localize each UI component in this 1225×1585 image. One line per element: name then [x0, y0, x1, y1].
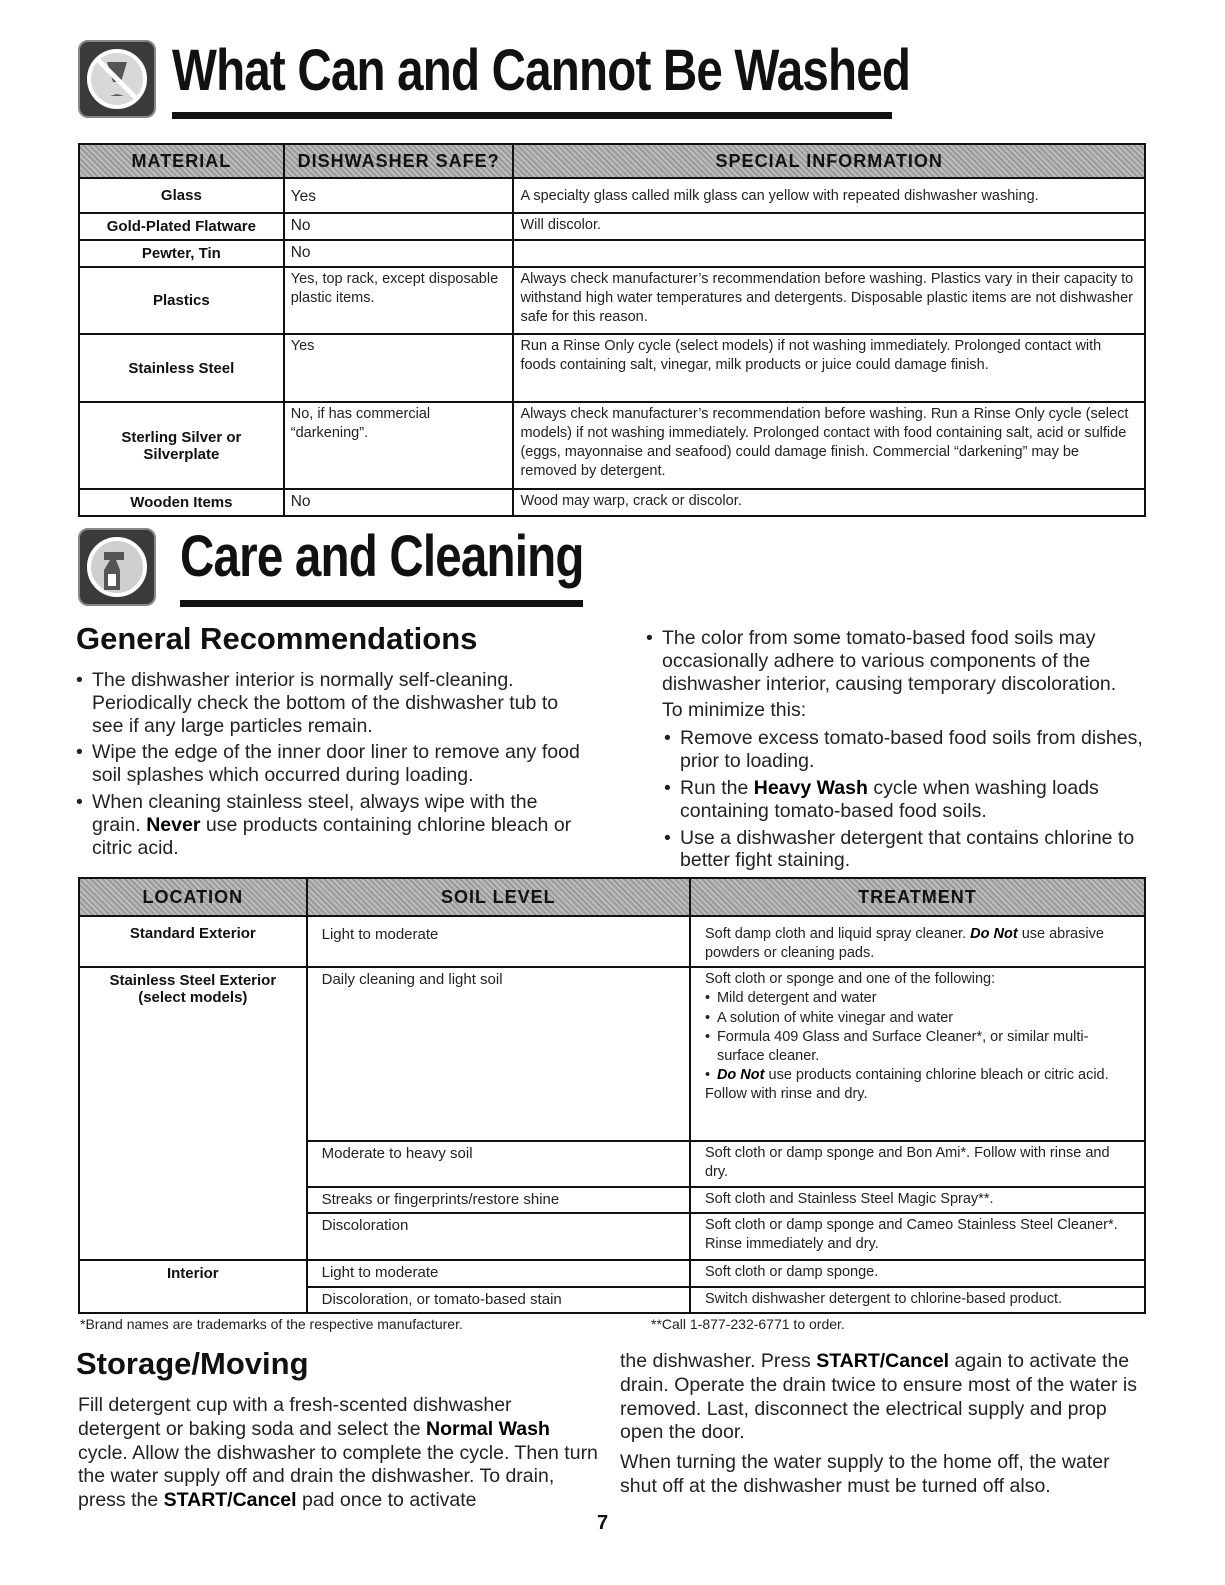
emphasis-normal-wash: Normal Wash	[426, 1417, 550, 1440]
soil-cell: Moderate to heavy soil	[307, 1141, 690, 1186]
safe-cell: No	[284, 240, 514, 267]
emphasis-start-cancel: START/Cancel	[816, 1350, 950, 1372]
spray-bottle-icon	[78, 528, 156, 606]
list-item	[72, 741, 582, 787]
title-rule	[172, 112, 892, 119]
material-cell: Wooden Items	[79, 489, 284, 516]
table-row	[79, 178, 1145, 213]
header-location: LOCATION	[79, 878, 307, 916]
info-cell: Run a Rinse Only cycle (select models) if not washing immediately. Prolonged contact with foods containing salt, vinegar, milk products or juice could damage finish.	[513, 334, 1145, 402]
list-item: • A solution of white vinegar and water	[705, 1009, 1134, 1028]
table-row	[79, 213, 1145, 240]
wash-table	[78, 143, 1146, 517]
table-row	[79, 334, 1145, 402]
list-item-text: Wipe the edge of the inner door liner to remove any food soil splashes which occurred during loading.	[92, 741, 580, 787]
emphasis-never: Never	[146, 813, 201, 836]
list-item-text: cycle when washing loads containing tomato-based food soils.	[680, 776, 1099, 822]
list-item: • Mild detergent and water	[705, 989, 1134, 1008]
treatment-text: Follow with rinse and dry.	[704, 1086, 868, 1102]
treatment-cell: Soft cloth or damp sponge and Bon Ami*. Follow with rinse and dry.	[690, 1141, 1145, 1186]
emphasis-do-not: Do Not	[970, 926, 1018, 942]
emphasis-heavy-wash: Heavy Wash	[753, 776, 868, 799]
footnote-call: **Call 1-877-232-6771 to order.	[651, 1316, 845, 1332]
header-material: MATERIAL	[79, 144, 284, 178]
table-row	[79, 967, 1145, 1141]
list-item-text: When cleaning stainless steel, always wipe with the grain.	[92, 791, 538, 836]
material-cell: Plastics	[79, 267, 284, 334]
list-item: • Remove excess tomato-based food soils from dishes, prior to loading.	[662, 727, 1152, 773]
list-item-text: use products containing chlorine bleach or citric acid.	[92, 813, 572, 859]
treatment-cell	[690, 916, 1145, 967]
table-row	[79, 489, 1145, 516]
safe-cell: No	[284, 489, 514, 516]
general-bullets-left	[72, 669, 582, 864]
general-bullets-right	[642, 627, 1152, 876]
list-item: • Formula 409 Glass and Surface Cleaner*, or similar multi-surface cleaner.	[705, 1028, 1134, 1066]
storage-text: cycle. Allow the dishwasher to complete the cycle. Then turn the water supply off and drain the dishwasher. To drain, press the	[78, 1441, 598, 1512]
safe-cell: Yes, top rack, except disposable plastic items.	[284, 267, 514, 334]
page-title-washed: What Can and Cannot Be Washed	[172, 38, 911, 103]
storage-text: the dishwasher. Press	[620, 1350, 811, 1372]
minimize-label: To minimize this:	[662, 699, 807, 722]
header-safe: DISHWASHER SAFE?	[284, 144, 514, 178]
section-header-washed	[78, 40, 156, 118]
list-item-text: Run the	[680, 776, 749, 799]
info-cell: Always check manufacturer’s recommendation before washing. Run a Rinse Only cycle (select models) if not washing immediately. Prolonged contact with food containing salt, acid or sulfide (eggs, mayonnaise and seafood) could damage finish. Commercial “darkening” may be removed by detergent.	[513, 402, 1145, 489]
heading-general-recommendations: General Recommendations	[76, 621, 478, 656]
footnote-brand: *Brand names are trademarks of the respective manufacturer.	[80, 1316, 463, 1332]
storage-text: Fill detergent cup with a fresh-scented dishwasher detergent or baking soda and select the	[78, 1394, 512, 1440]
safe-cell: No, if has commercial “darkening”.	[284, 402, 514, 489]
list-item	[72, 791, 582, 859]
treatment-cell: Soft cloth and Stainless Steel Magic Spray**.	[690, 1187, 1145, 1214]
list-item	[662, 777, 1152, 823]
treatment-text: use abrasive powders or cleaning pads.	[704, 926, 1104, 962]
list-item-text: The color from some tomato-based food soils may occasionally adhere to various components of the dishwasher interior, causing temporary discoloration.	[662, 627, 1117, 695]
table-row	[79, 1260, 1145, 1287]
location-sublabel: (select models)	[138, 989, 248, 1007]
heading-storage-moving: Storage/Moving	[76, 1346, 309, 1381]
soil-cell: Streaks or fingerprints/restore shine	[307, 1187, 690, 1214]
section-header-care	[78, 528, 156, 606]
info-cell: Always check manufacturer’s recommendation before washing. Plastics vary in their capacity to withstand high water temperatures and detergents. Disposable plastic items are not dishwasher safe for this reason.	[513, 267, 1145, 334]
list-item	[705, 1066, 1134, 1085]
soil-cell: Daily cleaning and light soil	[307, 967, 690, 1141]
table-row	[79, 402, 1145, 489]
location-cell: Interior	[79, 1260, 307, 1313]
list-item: • Use a dishwasher detergent that contains chlorine to better fight staining.	[662, 827, 1152, 873]
location-cell	[79, 967, 307, 1260]
care-table	[78, 877, 1146, 1314]
emphasis-do-not: Do Not	[716, 1066, 765, 1083]
storage-text: again to activate the drain. Operate the drain twice to ensure most of the water is removed. Last, disconnect the electrical supply and prop open the door.	[620, 1350, 1138, 1444]
header-info: SPECIAL INFORMATION	[513, 144, 1145, 178]
soil-cell: Light to moderate	[307, 916, 690, 967]
treatment-cell: Switch dishwasher detergent to chlorine-based product.	[690, 1287, 1145, 1314]
soil-cell: Discoloration	[307, 1213, 690, 1260]
treatment-cell: Soft cloth or damp sponge.	[690, 1260, 1145, 1287]
table-row	[79, 240, 1145, 267]
treatment-cell	[690, 967, 1145, 1141]
safe-cell: Yes	[284, 334, 514, 402]
location-cell: Standard Exterior	[79, 916, 307, 967]
emphasis-start-cancel: START/Cancel	[163, 1489, 297, 1512]
list-item	[642, 627, 1152, 872]
treatment-text: Soft damp cloth and liquid spray cleaner.	[704, 926, 967, 942]
page-title-care: Care and Cleaning	[180, 524, 584, 589]
storage-text: When turning the water supply to the home off, the water shut off at the dishwasher must be turned off also.	[620, 1451, 1110, 1497]
table-row	[79, 267, 1145, 334]
soil-cell: Light to moderate	[307, 1260, 690, 1287]
material-cell: Stainless Steel	[79, 334, 284, 402]
header-treatment: TREATMENT	[690, 878, 1145, 916]
material-cell: Glass	[79, 178, 284, 213]
info-cell	[513, 240, 1145, 267]
treatment-text: Soft cloth or sponge and one of the following:	[704, 971, 996, 988]
soil-cell: Discoloration, or tomato-based stain	[307, 1287, 690, 1314]
info-cell: Wood may warp, crack or discolor.	[513, 489, 1145, 516]
material-cell: Sterling Silver or Silverplate	[79, 402, 284, 489]
storage-paragraph-right	[620, 1350, 1140, 1499]
no-glass-icon	[78, 40, 156, 118]
table-row	[79, 916, 1145, 967]
storage-paragraph-left	[78, 1394, 598, 1513]
safe-cell: No	[284, 213, 514, 240]
storage-text: pad once to activate	[301, 1489, 477, 1512]
material-cell: Gold-Plated Flatware	[79, 213, 284, 240]
page-number: 7	[597, 1512, 609, 1534]
info-cell: A specialty glass called milk glass can yellow with repeated dishwasher washing.	[513, 178, 1145, 213]
header-soil-level: SOIL LEVEL	[307, 878, 690, 916]
treatment-text: use products containing chlorine bleach or citric acid.	[768, 1066, 1109, 1083]
list-item: • The dishwasher interior is normally self-cleaning. Periodically check the bottom of the dishwasher tub to see if any large particles remain.	[72, 669, 582, 737]
material-cell: Pewter, Tin	[79, 240, 284, 267]
title-rule	[180, 600, 583, 607]
info-cell: Will discolor.	[513, 213, 1145, 240]
safe-cell: Yes	[284, 178, 514, 213]
location-label: Stainless Steel Exterior	[109, 972, 277, 990]
treatment-cell: Soft cloth or damp sponge and Cameo Stainless Steel Cleaner*. Rinse immediately and dry.	[690, 1213, 1145, 1260]
